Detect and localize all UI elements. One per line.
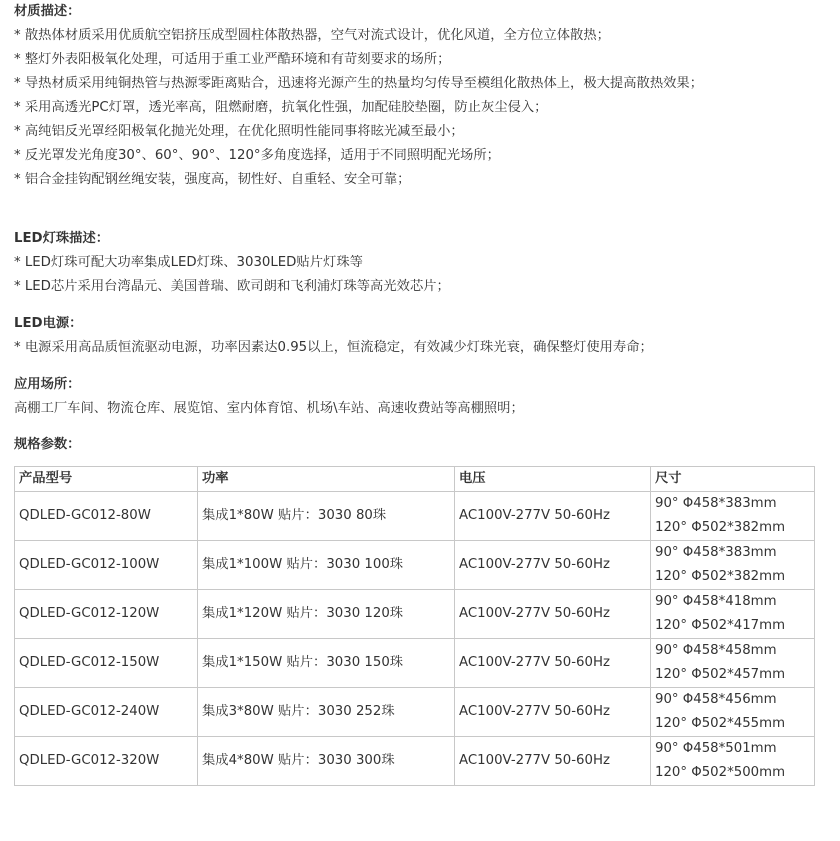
- table-row: [15, 541, 815, 590]
- material-item: * 铝合金挂钩配钢丝绳安装，强度高，韧性好、自重轻、安全可靠；: [14, 172, 411, 187]
- cell-model: QDLED-GC012-150W: [15, 639, 198, 688]
- cell-power: 集成3*80W 贴片：3030 252珠: [198, 688, 455, 737]
- size-120: 120° Φ502*382mm: [655, 520, 786, 535]
- power-section-title: LED电源：: [14, 316, 83, 331]
- size-120: 120° Φ502*500mm: [655, 765, 786, 780]
- cell-model: QDLED-GC012-100W: [15, 541, 198, 590]
- section-spacer: [14, 360, 826, 373]
- led-item: * LED灯珠可配大功率集成LED灯珠、3030LED贴片灯珠等: [14, 255, 363, 270]
- material-section-title: 材质描述：: [14, 4, 81, 19]
- cell-voltage: AC100V-277V 50-60Hz: [455, 737, 651, 786]
- size-90: 90° Φ458*456mm: [655, 692, 777, 707]
- cell-model: QDLED-GC012-120W: [15, 590, 198, 639]
- size-120: 120° Φ502*455mm: [655, 716, 786, 731]
- cell-voltage: AC100V-277V 50-60Hz: [455, 688, 651, 737]
- material-item: * 整灯外表阳极氧化处理，可适用于重工业严酷环境和有苛刻要求的场所；: [14, 52, 451, 67]
- power-item: * 电源采用高品质恒流驱动电源，功率因素达0.95以上，恒流稳定，有效减少灯珠光衰，确保整灯使用寿命；: [14, 340, 653, 355]
- cell-power: 集成1*100W 贴片：3030 100珠: [198, 541, 455, 590]
- section-spacer: [14, 299, 826, 312]
- cell-power: 集成1*80W 贴片：3030 80珠: [198, 492, 455, 541]
- size-120: 120° Φ502*417mm: [655, 618, 786, 633]
- cell-size: [651, 737, 815, 786]
- table-row: [15, 492, 815, 541]
- application-text: 高棚工厂车间、物流仓库、展览馆、室内体育馆、机场\车站、高速收费站等高棚照明；: [14, 401, 524, 416]
- cell-voltage: AC100V-277V 50-60Hz: [455, 492, 651, 541]
- cell-size: [651, 688, 815, 737]
- size-120: 120° Φ502*382mm: [655, 569, 786, 584]
- size-90: 90° Φ458*383mm: [655, 545, 777, 560]
- cell-voltage: AC100V-277V 50-60Hz: [455, 639, 651, 688]
- cell-power: 集成4*80W 贴片：3030 300珠: [198, 737, 455, 786]
- header-power: 功率: [198, 467, 455, 492]
- cell-size: [651, 492, 815, 541]
- cell-power: 集成1*120W 贴片：3030 120珠: [198, 590, 455, 639]
- specs-table: [14, 466, 815, 786]
- cell-model: QDLED-GC012-320W: [15, 737, 198, 786]
- table-header-row: [15, 467, 815, 492]
- size-90: 90° Φ458*501mm: [655, 741, 777, 756]
- table-row: [15, 590, 815, 639]
- cell-size: [651, 541, 815, 590]
- table-row: [15, 639, 815, 688]
- header-size: 尺寸: [651, 467, 815, 492]
- section-spacer: [14, 421, 826, 433]
- header-voltage: 电压: [455, 467, 651, 492]
- cell-voltage: AC100V-277V 50-60Hz: [455, 590, 651, 639]
- led-section-title: LED灯珠描述：: [14, 231, 110, 246]
- size-120: 120° Φ502*457mm: [655, 667, 786, 682]
- section-spacer: [14, 192, 826, 227]
- application-section-title: 应用场所：: [14, 377, 81, 392]
- cell-size: [651, 639, 815, 688]
- cell-size: [651, 590, 815, 639]
- material-item: * 高纯铝反光罩经阳极氧化抛光处理，在优化照明性能同事将眩光减至最小；: [14, 124, 464, 139]
- header-model: 产品型号: [15, 467, 198, 492]
- material-item: * 散热体材质采用优质航空铝挤压成型圆柱体散热器，空气对流式设计，优化风道，全方位立体散热；: [14, 28, 610, 43]
- table-row: [15, 688, 815, 737]
- table-row: [15, 737, 815, 786]
- material-item: * 采用高透光PC灯罩，透光率高，阻燃耐磨，抗氧化性强，加配硅胶垫圈，防止灰尘侵入；: [14, 100, 548, 115]
- material-item: * 导热材质采用纯铜热管与热源零距离贴合，迅速将光源产生的热量均匀传导至模组化散热体上，极大提高散热效果；: [14, 76, 704, 91]
- cell-model: QDLED-GC012-80W: [15, 492, 198, 541]
- material-item: * 反光罩发光角度30°、60°、90°、120°多角度选择，适用于不同照明配光场所；: [14, 148, 500, 163]
- specs-section-title: 规格参数：: [14, 437, 81, 452]
- cell-voltage: AC100V-277V 50-60Hz: [455, 541, 651, 590]
- led-item: * LED芯片采用台湾晶元、美国普瑞、欧司朗和飞利浦灯珠等高光效芯片；: [14, 279, 450, 294]
- size-90: 90° Φ458*458mm: [655, 643, 777, 658]
- cell-model: QDLED-GC012-240W: [15, 688, 198, 737]
- size-90: 90° Φ458*418mm: [655, 594, 777, 609]
- cell-power: 集成1*150W 贴片：3030 150珠: [198, 639, 455, 688]
- size-90: 90° Φ458*383mm: [655, 496, 777, 511]
